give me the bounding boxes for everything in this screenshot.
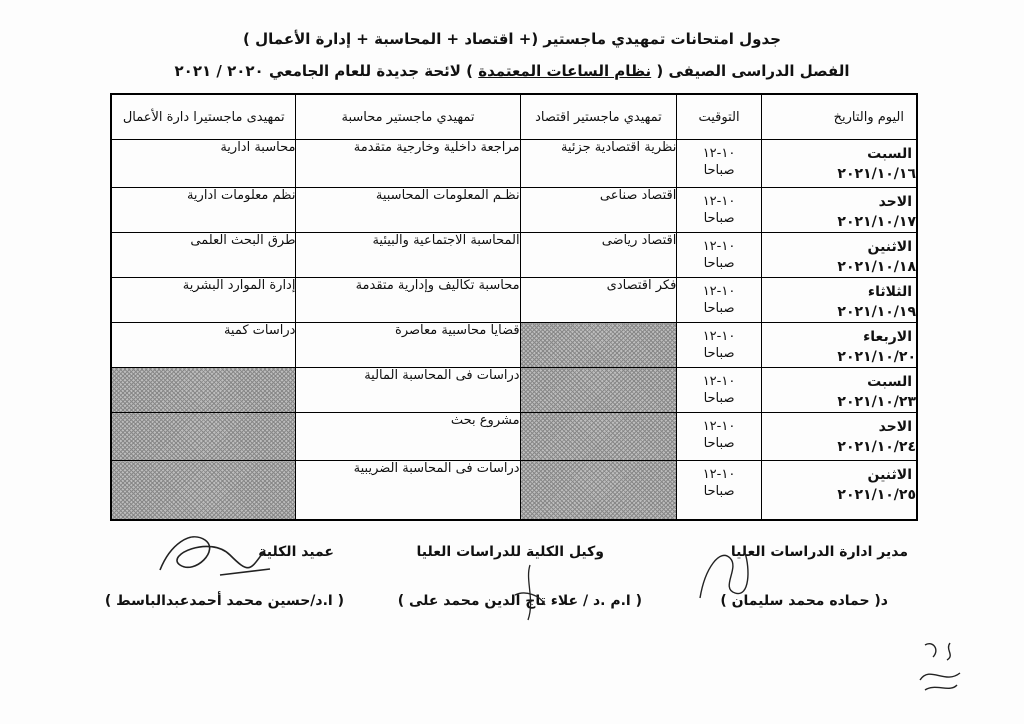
business-subject: نظم معلومات ادارية: [111, 188, 296, 233]
table-row: [111, 140, 917, 188]
table-header-row: [111, 94, 917, 140]
day-name: الاحد: [878, 194, 912, 210]
business-subject: [111, 368, 296, 413]
table-row: [111, 278, 917, 323]
time-range: ١٠-١٢: [702, 419, 736, 434]
time-cell: [677, 140, 761, 188]
time-cell: [677, 188, 761, 233]
exam-schedule-table: [110, 93, 918, 521]
time-cell: [677, 278, 761, 323]
day-name: الاحد: [878, 419, 912, 435]
accounting-subject: المحاسبة الاجتماعية والبيئية: [296, 233, 520, 278]
exam-date: ٢٠٢١/١٠/١٩: [837, 304, 916, 320]
handwritten-note-scribble: [905, 635, 975, 695]
economics-subject: اقتصاد صناعى: [520, 188, 677, 233]
vice-dean-name: ( ا.م .د / علاء تاج الدين محمد على ): [397, 593, 642, 609]
table-row: [111, 413, 917, 461]
economics-subject: [520, 368, 677, 413]
business-subject: إدارة الموارد البشرية: [111, 278, 296, 323]
time-range: ١٠-١٢: [702, 239, 736, 254]
accounting-subject: دراسات فى المحاسبة المالية: [296, 368, 520, 413]
exam-date: ٢٠٢١/١٠/١٧: [837, 214, 916, 230]
table-row: [111, 461, 917, 520]
time-period: صباحا: [703, 163, 735, 178]
subtitle-part-3: ) لائحة جديدة للعام الجامعي ٢٠٢٠ / ٢٠٢١: [174, 62, 479, 80]
header-business: تمهيدى ماجستيرا دارة الأعمال: [111, 94, 296, 140]
table-row: [111, 188, 917, 233]
exam-date: ٢٠٢١/١٠/٢٠: [837, 349, 916, 365]
exam-date: ٢٠٢١/١٠/٢٤: [837, 439, 916, 455]
business-subject: [111, 413, 296, 461]
time-range: ١٠-١٢: [702, 194, 736, 209]
accounting-subject: نظـم المعلومات المحاسبية: [296, 188, 520, 233]
subtitle-part-2: نظام الساعات المعتمدة: [478, 62, 652, 80]
day-name: الاربعاء: [863, 329, 912, 345]
page-title: جدول امتحانات تمهيدي ماجستير (+ اقتصاد + المحاسبة + إدارة الأعمال ): [243, 30, 781, 48]
vice-dean-title: وكيل الكلية للدراسات العليا: [416, 544, 604, 560]
time-range: ١٠-١٢: [702, 329, 736, 344]
dean-signature-scribble: [150, 525, 280, 595]
mgr-signature-scribble: [690, 538, 760, 608]
page-subtitle: [0, 62, 1024, 80]
time-period: صباحا: [703, 484, 735, 499]
table-row: [111, 233, 917, 278]
time-period: صباحا: [703, 256, 735, 271]
vice-signature-scribble: [500, 560, 560, 630]
day-date-cell: [761, 461, 917, 520]
economics-subject: [520, 461, 677, 520]
header-economics: تمهيدي ماجستير اقتصاد: [520, 94, 677, 140]
day-date-cell: [761, 188, 917, 233]
header-accounting: تمهيدي ماجستير محاسبة: [296, 94, 520, 140]
day-name: الاثنين: [867, 239, 912, 255]
table-row: [111, 323, 917, 368]
day-date-cell: [761, 413, 917, 461]
time-cell: [677, 368, 761, 413]
accounting-subject: محاسبة تكاليف وإدارية متقدمة: [296, 278, 520, 323]
time-cell: [677, 413, 761, 461]
day-date-cell: [761, 140, 917, 188]
time-cell: [677, 233, 761, 278]
day-date-cell: [761, 323, 917, 368]
time-cell: [677, 461, 761, 520]
business-subject: [111, 461, 296, 520]
accounting-subject: دراسات فى المحاسبة الضريبية: [296, 461, 520, 520]
dean-name: ( ا.د/حسين محمد أحمدعبدالباسط ): [104, 593, 344, 609]
exam-date: ٢٠٢١/١٠/١٨: [837, 259, 916, 275]
time-range: ١٠-١٢: [702, 467, 736, 482]
time-range: ١٠-١٢: [702, 284, 736, 299]
table-row: [111, 368, 917, 413]
day-name: الاثنين: [867, 467, 912, 483]
accounting-subject: مشروع بحث: [296, 413, 520, 461]
time-period: صباحا: [703, 301, 735, 316]
economics-subject: [520, 413, 677, 461]
economics-subject: فكر اقتصادى: [520, 278, 677, 323]
time-period: صباحا: [703, 211, 735, 226]
dean-title: عميد الكلية: [258, 544, 334, 560]
time-period: صباحا: [703, 346, 735, 361]
day-name: السبت: [867, 374, 912, 390]
header-day-date: اليوم والتاريخ: [761, 94, 917, 140]
time-range: ١٠-١٢: [702, 374, 736, 389]
time-range: ١٠-١٢: [702, 146, 736, 161]
accounting-subject: قضايا محاسبية معاصرة: [296, 323, 520, 368]
exam-date: ٢٠٢١/١٠/٢٥: [837, 487, 916, 503]
header-time: التوقيت: [677, 94, 761, 140]
accounting-subject: مراجعة داخلية وخارجية متقدمة: [296, 140, 520, 188]
subtitle-part-1: الفصل الدراسى الصيفى (: [651, 62, 850, 80]
time-period: صباحا: [703, 436, 735, 451]
business-subject: محاسبة ادارية: [111, 140, 296, 188]
mgr-name: د( حماده محمد سليمان ): [720, 593, 888, 609]
day-date-cell: [761, 278, 917, 323]
business-subject: طرق البحث العلمى: [111, 233, 296, 278]
exam-date: ٢٠٢١/١٠/٢٣: [837, 394, 916, 410]
day-name: السبت: [867, 146, 912, 162]
mgr-title: مدير ادارة الدراسات العليا: [730, 544, 908, 560]
time-cell: [677, 323, 761, 368]
exam-date: ٢٠٢١/١٠/١٦: [837, 166, 916, 182]
business-subject: دراسات كمية: [111, 323, 296, 368]
time-period: صباحا: [703, 391, 735, 406]
day-date-cell: [761, 368, 917, 413]
day-date-cell: [761, 233, 917, 278]
economics-subject: اقتصاد رياضى: [520, 233, 677, 278]
day-name: الثلاثاء: [867, 284, 912, 300]
economics-subject: نظرية اقتصادية جزئية: [520, 140, 677, 188]
economics-subject: [520, 323, 677, 368]
